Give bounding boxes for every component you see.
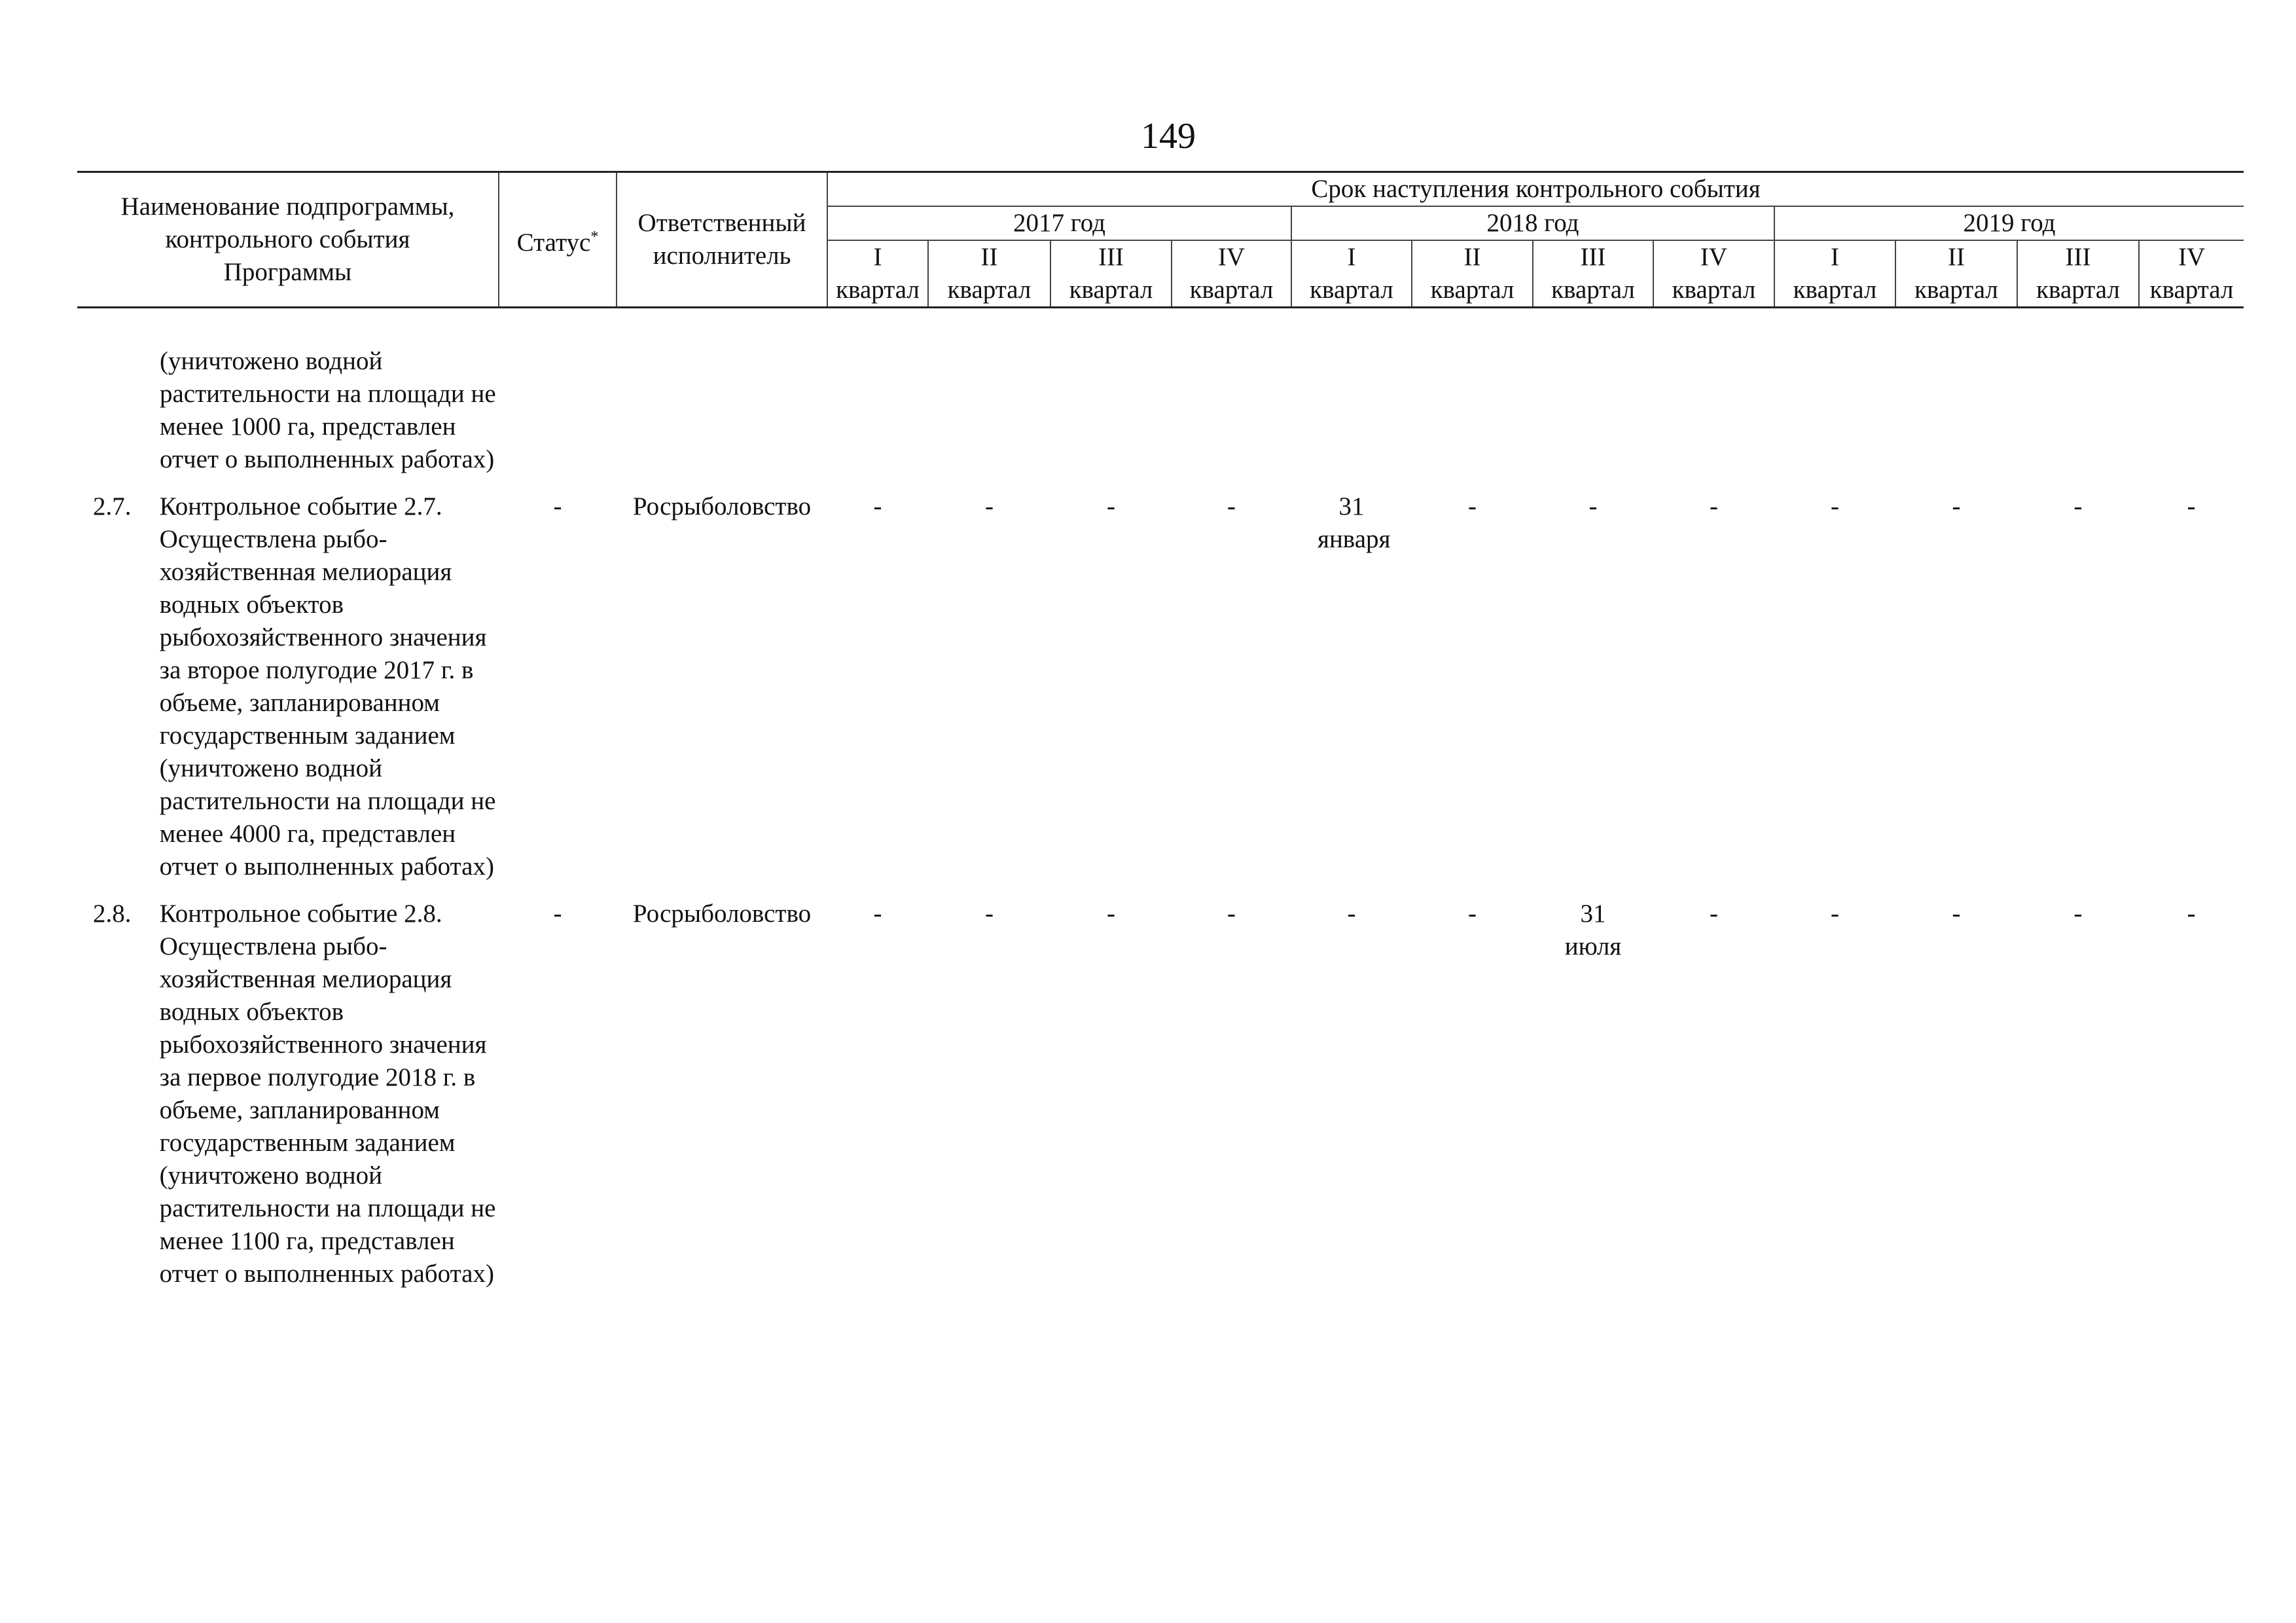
header-quarter: IV квартал xyxy=(2139,240,2244,308)
header-status-column xyxy=(499,172,617,308)
quarter-cell: - xyxy=(1107,900,1115,928)
event-name: Контрольное событие 2.7. Осуществлена рыбо-хозяйственная мелиорация водных объектов рыбохозяйственного значения за второе полугодие 2017 г. в объеме, запланированном государственным заданием (уничтожено водной растительности на площади не менее 4000 га, представлен отчет о выполненных работах) xyxy=(159,492,496,881)
quarter-cell: - xyxy=(985,900,994,928)
header-quarter: III квартал xyxy=(1050,240,1172,308)
event-cell xyxy=(77,490,499,883)
quarter-cell: 31 июля xyxy=(1564,900,1622,960)
quarter-cell: - xyxy=(1710,900,1718,928)
quarter-cell: - xyxy=(1831,900,1839,928)
header-quarter: IV квартал xyxy=(1653,240,1774,308)
quarter-cell: - xyxy=(1227,492,1236,520)
quarter-cell: - xyxy=(2073,900,2083,928)
header-executor-column: Ответственный исполнитель xyxy=(617,172,827,308)
header-year-2017: 2017 год xyxy=(827,206,1291,240)
header-quarter: II квартал xyxy=(1895,240,2017,308)
quarter-cell: - xyxy=(873,492,882,520)
table-row xyxy=(77,898,2244,1290)
event-cell xyxy=(77,898,499,1290)
header-quarter: II квартал xyxy=(1412,240,1533,308)
quarter-cell: - xyxy=(1107,492,1115,520)
event-number: 2.7. xyxy=(93,492,132,520)
quarter-cell: - xyxy=(985,492,994,520)
quarter-cell: - xyxy=(1347,900,1356,928)
header-quarter: II квартал xyxy=(928,240,1050,308)
event-number: 2.8. xyxy=(93,900,132,928)
header-quarter: I квартал xyxy=(827,240,928,308)
event-status: - xyxy=(553,900,562,928)
header-year-2018: 2018 год xyxy=(1291,206,1774,240)
header-quarter: III квартал xyxy=(2017,240,2139,308)
header-name-column: Наименование подпрограммы, контрольного события Программы xyxy=(77,172,499,308)
quarter-cell: - xyxy=(1831,492,1839,520)
table-row-continuation xyxy=(77,345,2244,476)
quarter-cell: - xyxy=(1468,900,1477,928)
header-quarter: I квартал xyxy=(1774,240,1895,308)
quarter-cell: - xyxy=(873,900,882,928)
event-executor: Росрыболовство xyxy=(632,492,812,520)
quarter-cell: - xyxy=(1468,492,1477,520)
quarter-cell: - xyxy=(2187,900,2196,928)
table-row xyxy=(77,490,2244,883)
header-quarter: IV квартал xyxy=(1172,240,1291,308)
header-quarter: I квартал xyxy=(1291,240,1412,308)
quarter-cell: 31 января xyxy=(1318,492,1391,553)
header-status-label: Статус xyxy=(516,228,591,257)
control-events-table xyxy=(77,171,2244,1290)
quarter-cell: - xyxy=(1227,900,1236,928)
quarter-cell: - xyxy=(1952,900,1961,928)
continuation-text: (уничтожено водной растительности на площади не менее 1000 га, представлен отчет о выполненных работах) xyxy=(160,347,496,473)
quarter-cell: - xyxy=(1588,492,1598,520)
quarter-cell: - xyxy=(2187,492,2196,520)
quarter-cell: - xyxy=(1710,492,1718,520)
event-executor: Росрыболовство xyxy=(632,900,812,928)
header-quarter: III квартал xyxy=(1533,240,1653,308)
header-deadline: Срок наступления контрольного события xyxy=(827,172,2244,207)
page-number: 149 xyxy=(1141,116,1196,156)
quarter-cell: - xyxy=(2073,492,2083,520)
event-name: Контрольное событие 2.8. Осуществлена рыбо-хозяйственная мелиорация водных объектов рыбохозяйственного значения за первое полугодие 2018 г. в объеме, запланированном государственным заданием (уничтожено водной растительности на площади не менее 1100 га, представлен отчет о выполненных работах) xyxy=(159,900,496,1288)
quarter-cell: - xyxy=(1952,492,1961,520)
header-status-footnote-mark: * xyxy=(590,228,599,246)
event-status: - xyxy=(553,492,562,520)
header-year-2019: 2019 год xyxy=(1774,206,2244,240)
